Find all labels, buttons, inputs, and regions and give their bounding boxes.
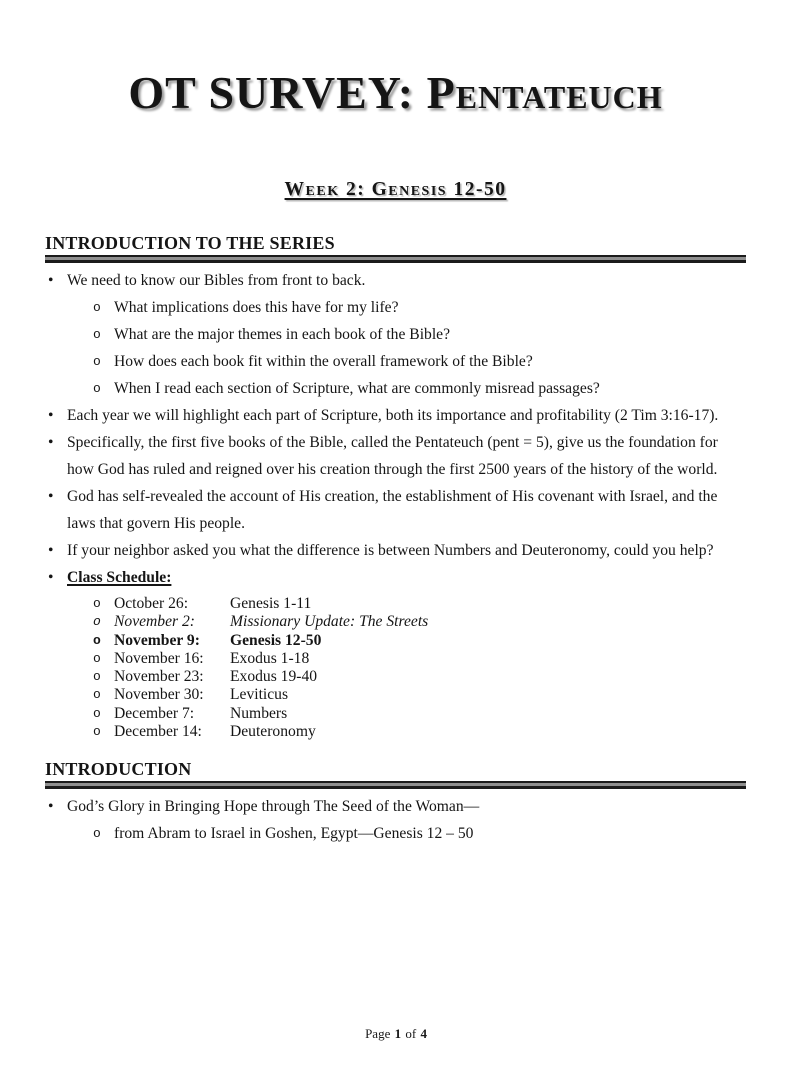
bullet-item: • Specifically, the first five books of the Bible, called the Pentateuch (pent = 5), give us the foundation for how God has ruled and reigned over his creation through the first 2500 years of the history of the world.: [45, 429, 746, 483]
class-schedule-label: [45, 564, 746, 591]
bullet-item: • If your neighbor asked you what the difference is between Numbers and Deuteronomy, could you help?: [45, 537, 746, 564]
sub-bullet-item: o When I read each section of Scripture, what are commonly misread passages?: [45, 375, 746, 402]
page-subtitle-text: Week 2: Genesis 12-50: [284, 179, 507, 200]
schedule-row: [45, 705, 746, 723]
document-page: [0, 64, 791, 1088]
schedule-date: December 7:: [114, 704, 195, 722]
schedule-date: November 30:: [114, 686, 204, 704]
schedule-topic: Exodus 1-18: [230, 649, 310, 667]
schedule-date: December 14:: [114, 723, 202, 741]
page-title: OT SURVEY: Pentateuch: [128, 67, 663, 118]
footer-page-number: 1: [394, 1026, 402, 1041]
section-introduction: [45, 758, 746, 847]
schedule-date: November 23:: [114, 668, 204, 686]
page-footer: [0, 1026, 791, 1042]
schedule-topic: Missionary Update: The Streets: [230, 613, 429, 631]
footer-page-word: Page: [365, 1026, 391, 1041]
sub-bullet-item: o from Abram to Israel in Goshen, Egypt—Genesis 12 – 50: [45, 820, 746, 847]
schedule-date: October 26:: [114, 595, 189, 612]
schedule-date: November 2:: [114, 613, 195, 631]
heading-rule-divider: [45, 255, 746, 263]
bullet-item: • God’s Glory in Bringing Hope through The Seed of the Woman—: [45, 793, 746, 820]
schedule-row: [45, 668, 746, 686]
bullet-list: [45, 793, 746, 847]
sub-bullet-item: o What are the major themes in each book of the Bible?: [45, 321, 746, 348]
schedule-row: [45, 686, 746, 704]
schedule-topic: Genesis 1-11: [230, 595, 312, 612]
section-introduction-to-the-series: [45, 232, 746, 741]
schedule-topic: Deuteronomy: [230, 723, 316, 741]
schedule-row: [45, 650, 746, 668]
schedule-date: November 9:: [114, 631, 200, 649]
schedule-date: November 16:: [114, 649, 204, 667]
schedule-row: [45, 723, 746, 741]
schedule-topic: Exodus 19-40: [230, 668, 318, 686]
schedule-row: [45, 613, 746, 631]
schedule-topic: Genesis 12-50: [230, 631, 322, 649]
document-content: [0, 64, 791, 847]
bullet-item: • Each year we will highlight each part of Scripture, both its importance and profitability (2 Tim 3:16-17).: [45, 402, 746, 429]
schedule-topic: Leviticus: [230, 686, 289, 704]
class-schedule-label-text: Class Schedule:: [67, 569, 172, 586]
schedule-row: [45, 595, 746, 613]
bullet-list: [45, 267, 746, 591]
footer-total-pages: 4: [420, 1026, 427, 1041]
footer-of-word: of: [405, 1026, 417, 1041]
bullet-item: • We need to know our Bibles from front to back.: [45, 267, 746, 294]
page-subtitle: [45, 178, 746, 202]
section-heading: INTRODUCTION TO THE SERIES: [45, 233, 335, 253]
sub-bullet-item: o What implications does this have for my life?: [45, 294, 746, 321]
schedule-topic: Numbers: [230, 704, 288, 722]
heading-rule-divider: [45, 781, 746, 789]
schedule-row: [45, 632, 746, 650]
bullet-item: • God has self-revealed the account of His creation, the establishment of His covenant with Israel, and the laws that govern His people.: [45, 483, 746, 537]
class-schedule-list: [45, 595, 746, 741]
section-heading: INTRODUCTION: [45, 759, 192, 780]
sub-bullet-item: o How does each book fit within the overall framework of the Bible?: [45, 348, 746, 375]
